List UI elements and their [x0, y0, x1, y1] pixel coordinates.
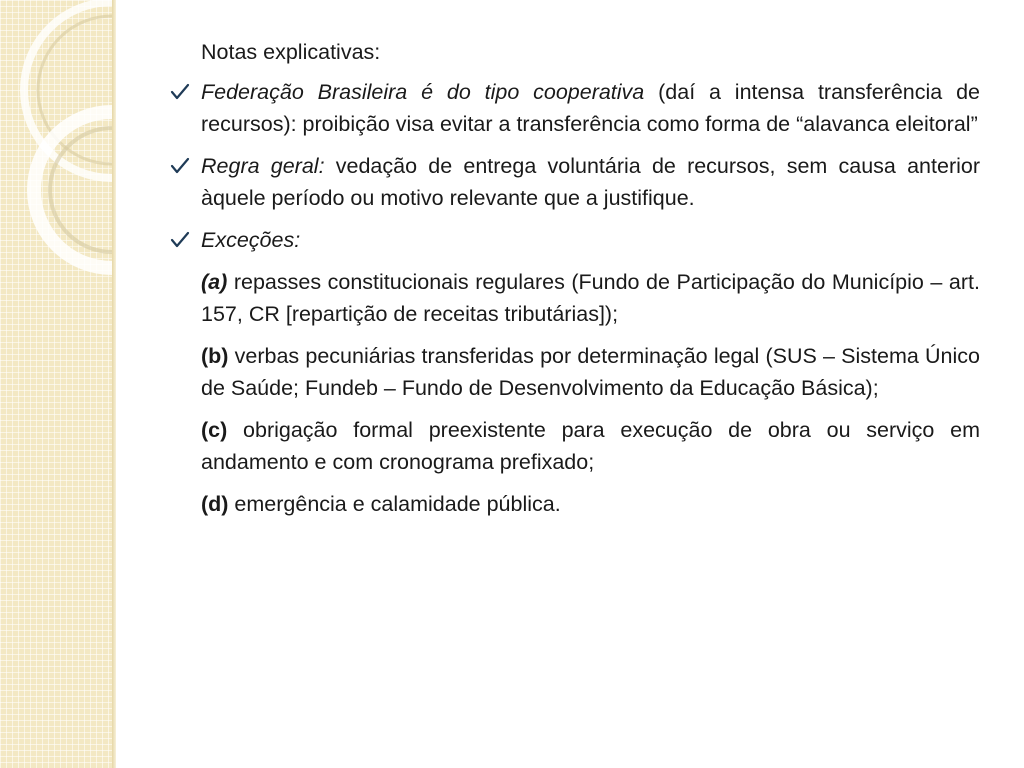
exception-text: obrigação formal preexistente para execução de obra ou serviço em andamento e com cronograma prefixado; — [201, 418, 980, 474]
bullet-item — [170, 76, 980, 140]
slide-heading: Notas explicativas: — [201, 40, 381, 64]
bullet-text: vedação de entrega voluntária de recursos, sem causa anterior àquele período ou motivo relevante que a justifique. — [201, 154, 980, 210]
exception-text: repasses constitucionais regulares (Fundo de Participação do Município – art. 157, CR [repartição de receitas tributárias]); — [201, 270, 980, 326]
checkmark-icon — [170, 231, 190, 249]
bullet-item — [170, 224, 980, 256]
exception-marker: (a) — [201, 270, 228, 294]
decorative-sidebar — [0, 0, 112, 768]
bullet-item — [170, 150, 980, 214]
exception-item-b — [170, 340, 980, 404]
exception-item-c — [170, 414, 980, 478]
exception-item-d — [170, 488, 980, 520]
bullet-lead: Exceções: — [201, 228, 301, 252]
bullet-lead: Federação Brasileira é do tipo cooperativa — [201, 80, 645, 104]
exception-marker: (d) — [201, 492, 229, 516]
checkmark-icon — [170, 157, 190, 175]
exception-marker: (b) — [201, 344, 229, 368]
bullet-lead: Regra geral: — [201, 154, 325, 178]
sidebar-edge — [112, 0, 116, 768]
decorative-rings — [0, 0, 112, 300]
exception-marker: (c) — [201, 418, 228, 442]
checkmark-icon — [170, 83, 190, 101]
exception-text: verbas pecuniárias transferidas por determinação legal (SUS – Sistema Único de Saúde; Fundeb – Fundo de Desenvolvimento da Educação Básica); — [201, 344, 980, 400]
slide-content — [170, 36, 980, 530]
bullet-text: (daí a intensa transferência de recursos): proibição visa evitar a transferência como forma de “alavanca eleitoral” — [201, 80, 980, 136]
exception-text: emergência e calamidade pública. — [228, 492, 561, 516]
exception-item-a — [170, 266, 980, 330]
